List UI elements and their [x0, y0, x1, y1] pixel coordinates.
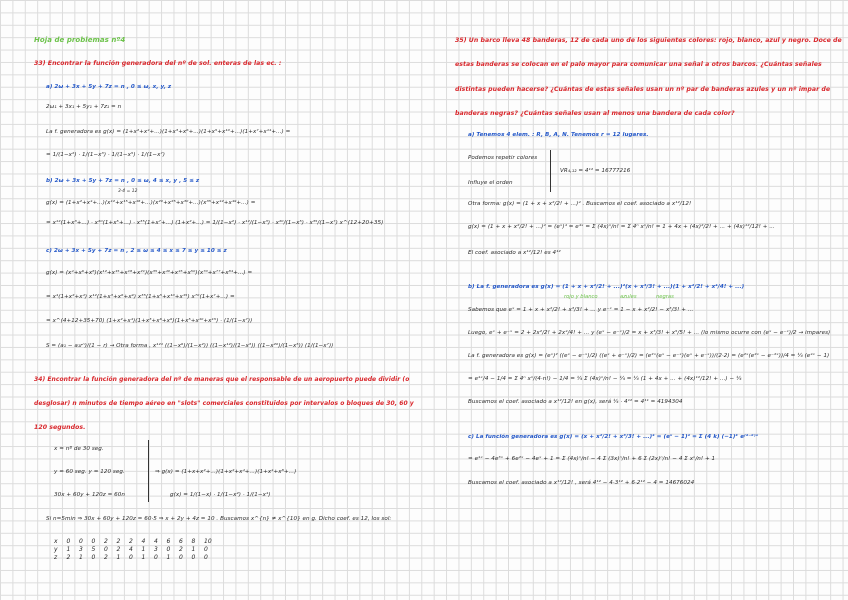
table-row [54, 545, 217, 553]
table-cell: 2 [104, 537, 108, 545]
problem-35a-line-1: Podemos repetir colores [468, 155, 538, 161]
table-cell: 3 [154, 545, 158, 553]
problem-33c-line-4: S = (a₁ − a₁rⁿ)/(1 − r) → Otra forma , x¹²¹ ((1−x⁶)/(1−x²)) ((1−x¹²)/(1−x³)) ((1−x²⁰)/(1−x⁵)) (1/(1−x⁷)) [46, 343, 334, 349]
page-title: Hoja de problemas nº4 [34, 36, 126, 44]
table-cell: 0 [79, 537, 83, 545]
table-cell: 0 [91, 553, 96, 561]
table-cell: 0 [179, 553, 183, 561]
problem-35a-line-4: g(x) = (1 + x + x²/2! + ...)⁴ = (eˣ)⁴ = e⁴ˣ = Σ (4x)ⁿ/n! = Σ 4ⁿ xⁿ/n! = 1 + 4x + (4x)²/2! + ... + (4x)¹²/12! + ... [468, 224, 775, 230]
problem-35b-line-1: Sabemos que eˣ = 1 + x + x²/2! + x³/3! + ... y e⁻ˣ = 1 − x + x²/2! − x³/3! + ... [468, 307, 694, 313]
problem-34-heading: 34) Encontrar la función generadora del nº de maneras que el responsable de un aeropuerto puede dividir (o [34, 376, 410, 383]
problem-35b-statement: b) La f. generadora es g(x) = (1 + x + x²/2! + ...)²(x + x³/3! + ...)(1 + x²/2! + x⁴/4! + ...) [468, 284, 745, 290]
table-cell: 2 [179, 545, 183, 553]
problem-33-heading: 33) Encontrar la función generadora del nº de sol. enteras de las ec. : [34, 60, 282, 67]
problem-34-var-1: x = nº de 30 seg. [54, 446, 104, 452]
problem-33b-annotation: 3·4 = 12 [118, 189, 138, 194]
table-cell: 4 [154, 537, 158, 545]
table-cell: 0 [154, 553, 158, 561]
problem-34-gen-1: ⇒ g(x) = (1+x+x²+...)(1+x²+x⁴+...)(1+x⁴+x⁸+...) [155, 469, 297, 475]
problem-35-heading-3: distintas pueden hacerse? ¿Cuántas de estas señales usan un nº par de banderas azules y un nº impar de [455, 86, 831, 93]
table-cell: 1 [141, 545, 146, 553]
table-cell: 0 [129, 553, 133, 561]
problem-35c-line-2: Buscamos el coef. asociado a x¹²/12! , será 4¹² − 4·3¹² + 6·2¹² − 4 = 14676024 [468, 480, 695, 486]
problem-35a-line-3: Otra forma: g(x) = (1 + x + x²/2! + ...)⁴ . Buscamos el coef. asociado a x¹²/12! [468, 201, 692, 207]
problem-33c-line-2: = x⁴(1+x²+x⁴) x¹²(1+x³+x⁶+x⁹) x³⁵(1+x⁵+x¹⁰+x¹⁵) x⁷⁰(1+x⁷+...) = [46, 294, 235, 300]
problem-33a-line-2: La f. generadora es g(x) = (1+x²+x⁴+...)(1+x³+x⁶+...)(1+x⁵+x¹⁰+...)(1+x⁷+x¹⁴+...) = [46, 129, 291, 135]
table-cell: 1 [191, 545, 196, 553]
problem-34-var-2: y = 60 seg. y = 120 seg. [54, 469, 125, 475]
problem-35c-statement: c) La función generadora es g(x) = (x + x²/2! + x³/3! + ...)⁴ = (eˣ − 1)⁴ = Σ (4 k) (−1)ᵏ e⁽⁴⁻ᵏ⁾ˣ [468, 434, 759, 440]
divider-line [550, 150, 551, 192]
table-cell: 0 [204, 553, 208, 561]
table-cell: 2 [66, 553, 71, 561]
problem-33a-line-1: 2ω₁ + 3x₁ + 5y₁ + 7z₁ = n [46, 104, 122, 110]
problem-33b-statement: b) 2ω + 3x + 5y + 7z = n , 0 ≤ ω, 4 ≤ x, y , 5 ≤ z [46, 178, 200, 184]
table-cell: 1 [66, 545, 71, 553]
problem-35-heading-4: banderas negras? ¿Cuántas señales usan al menos una bandera de cada color? [455, 110, 735, 117]
table-cell: 1 [166, 553, 171, 561]
problem-33c-line-1: g(x) = (x⁴+x⁶+x⁸)(x¹²+x¹⁵+x¹⁸+x²¹)(x³⁵+x⁴⁰+x⁴⁵+x⁵⁰)(x⁷⁰+x⁷⁷+x⁸⁴+...) = [46, 270, 253, 276]
table-cell: 1 [116, 553, 121, 561]
problem-34-equation: 30x + 60y + 120z = 60n [54, 492, 125, 498]
problem-35-heading: 35) Un barco lleva 48 banderas, 12 de cada uno de los siguientes colores: rojo, blanco, azul y negro. Doce de [455, 37, 842, 44]
table-cell: 0 [204, 545, 208, 553]
problem-35a-statement: a) Tenemos 4 elem. : R, B, A, N. Tenemos r = 12 lugares. [468, 132, 649, 138]
problem-35b-line-4: = e⁴ˣ/4 − 1/4 = Σ 4ⁿ xⁿ/(4·n!) − 1/4 = ¼ Σ (4x)ⁿ/n! − ¼ = ¼ (1 + 4x + ... + (4x)¹²/12! + ...) − ¼ [468, 376, 742, 382]
problem-35b-line-3: La f. generadora es g(x) = (eˣ)² ((eˣ − e⁻ˣ)/2) ((eˣ + e⁻ˣ)/2) = (e²ˣ(eˣ − e⁻ˣ)(eˣ + e⁻ˣ))/(2·2) = (e²ˣ(e²ˣ − e⁻²ˣ))/4 = ¼ (e⁴ˣ − 1) [468, 353, 830, 359]
table-cell: 0 [66, 537, 71, 545]
problem-35b-line-2: Luego, eˣ + e⁻ˣ = 2 + 2x²/2! + 2x⁴/4! + ... y (eˣ − e⁻ˣ)/2 = x + x³/3! + x⁵/5! + ... (lo mismo ocurre con (eˣ − e⁻ˣ)/2 → impares) [468, 330, 831, 336]
table-cell: 0 [191, 553, 196, 561]
table-cell: 0 [104, 545, 108, 553]
table-row [54, 553, 217, 561]
problem-35a-line-2: Influye el orden [468, 180, 513, 186]
problem-35a-vr: VR₄,₁₂ = 4¹² = 16777216 [560, 168, 631, 174]
divider-line [148, 440, 149, 502]
table-cell: 2 [116, 545, 121, 553]
table-cell: 6 [166, 537, 171, 545]
table-cell: 10 [204, 537, 212, 545]
table-cell: 2 [116, 537, 121, 545]
problem-34-heading-3: 120 segundos. [34, 424, 86, 431]
table-cell: 0 [166, 545, 171, 553]
table-cell: 1 [141, 553, 146, 561]
solutions-table [54, 537, 217, 561]
table-cell: z [54, 553, 58, 561]
problem-34-gen-2: g(x) = 1/(1−x) · 1/(1−x²) · 1/(1−x⁴) [170, 492, 271, 498]
table-cell: x [54, 537, 58, 545]
table-cell: 2 [129, 537, 133, 545]
table-cell: y [54, 545, 58, 553]
table-cell: 2 [104, 553, 108, 561]
table-cell: 6 [179, 537, 183, 545]
label-azules: azules [620, 294, 637, 300]
table-cell: 4 [141, 537, 146, 545]
problem-33c-statement: c) 2ω + 3x + 5y + 7z = n , 2 ≤ ω ≤ 4 ≤ x ≤ 7 ≤ y ≤ 10 ≤ z [46, 248, 227, 254]
table-cell: 8 [191, 537, 196, 545]
table-cell: 5 [91, 545, 96, 553]
problem-34-heading-2: desglosar) n minutos de tiempo aéreo en "slots" comerciales constituidos por intervalos o bloques de 30, 60 y [34, 400, 414, 407]
problem-35c-line-1: = e⁴ˣ − 4e³ˣ + 6e²ˣ − 4eˣ + 1 = Σ (4x)ⁿ/n! − 4 Σ (3x)ⁿ/n! + 6 Σ (2x)ⁿ/n! − 4 Σ xⁿ/n! + 1 [468, 456, 716, 462]
table-cell: 4 [129, 545, 133, 553]
table-cell: 0 [91, 537, 96, 545]
problem-35a-line-5: El coef. asociado a x¹²/12! es 4¹² [468, 250, 561, 256]
problem-33b-line-2: = x¹²(1+x³+...) · x²⁰(1+x⁵+...) · x³⁵(1+x⁷+...) (1+x²+...) = 1/(1−x²) · x¹²/(1−x³) · x²⁰/(1−x⁵) · x³⁵/(1−x⁷) x^(12+20+35) [46, 220, 384, 226]
problem-33c-line-3: = x^(4+12+35+70) (1+x²+x⁴)(1+x³+x⁶+x⁹)(1+x⁵+x¹⁰+x¹⁵) · (1/(1−x⁷)) [46, 318, 253, 324]
table-cell: 3 [79, 545, 83, 553]
problem-33b-line-1: g(x) = (1+x²+x⁴+...)(x¹²+x¹⁵+x¹⁸+...)(x²⁰+x²⁵+x³⁰+...)(x³⁵+x⁴²+x⁴⁹+...) = [46, 200, 256, 206]
problem-35-heading-2: estas banderas se colocan en el palo mayor para comunicar una señal a otros barcos. ¿Cuántas señales [455, 61, 822, 68]
label-negras: negras [656, 294, 674, 300]
problem-35b-line-5: Buscamos el coef. asociado a x¹²/12! en g(x), será ¼ · 4¹² = 4¹¹ = 4194304 [468, 399, 683, 405]
table-cell: 1 [79, 553, 83, 561]
table-row [54, 537, 217, 545]
problem-33a-statement: a) 2ω + 3x + 5y + 7z = n , 0 ≤ ω, x, y, z [46, 84, 172, 90]
problem-33a-line-3: = 1/(1−x²) · 1/(1−x³) · 1/(1−x⁵) · 1/(1−x⁷) [46, 152, 166, 158]
problem-34-note: Si n=5min ⇒ 30x + 60y + 120z = 60·5 ⇒ x + 2y + 4z = 10 . Buscamos x^{n} ≠ x^{10} en g. Dicho coef. es 12, los sol: [46, 516, 392, 522]
label-rojo-blanco: rojo y blanco [564, 294, 598, 300]
